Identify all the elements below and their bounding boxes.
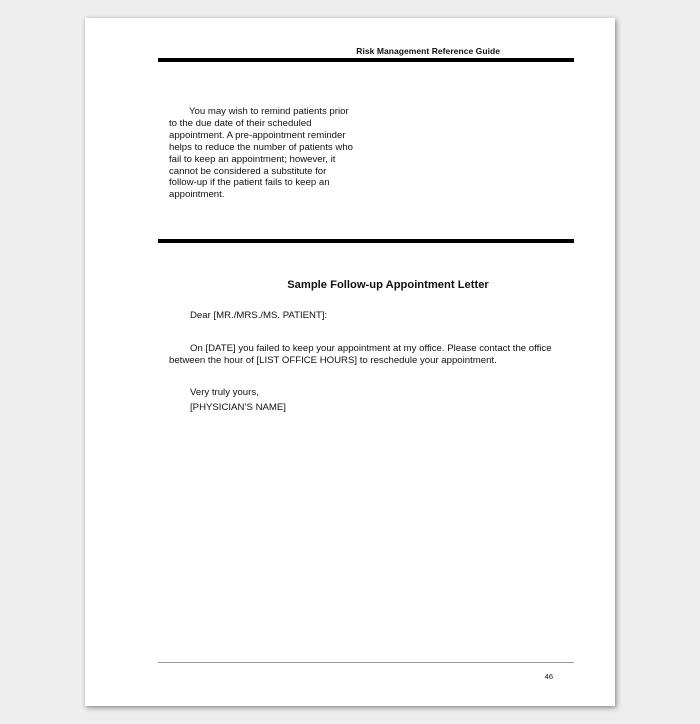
letter-signature: [PHYSICIAN’S NAME]	[190, 401, 286, 413]
sample-letter	[169, 310, 569, 414]
running-header: Risk Management Reference Guide	[356, 46, 500, 56]
page-number: 46	[544, 672, 553, 681]
document-page	[85, 18, 615, 706]
footer-rule	[158, 662, 574, 663]
reminder-note	[169, 106, 354, 201]
letter-body-paragraph: On [DATE] you failed to keep your appointment at my office. Please contact the office between the hour of [LIST OFFICE HOURS] to reschedule your appointment.	[169, 342, 552, 366]
letter-title: Sample Follow-up Appointment Letter	[287, 279, 489, 291]
header-rule	[158, 58, 574, 62]
reminder-paragraph: You may wish to remind patients prior to the due date of their scheduled appointment. A pre-appointment reminder helps to reduce the number of patients who fail to keep an appointment; however, it cannot be considered a substitute for follow-up if the patient fails to keep an appointment.	[169, 106, 353, 201]
letter-closing: Very truly yours,	[190, 386, 259, 398]
section-divider-rule	[158, 239, 574, 243]
letter-salutation: Dear [MR./MRS./MS. PATIENT]:	[190, 310, 328, 321]
